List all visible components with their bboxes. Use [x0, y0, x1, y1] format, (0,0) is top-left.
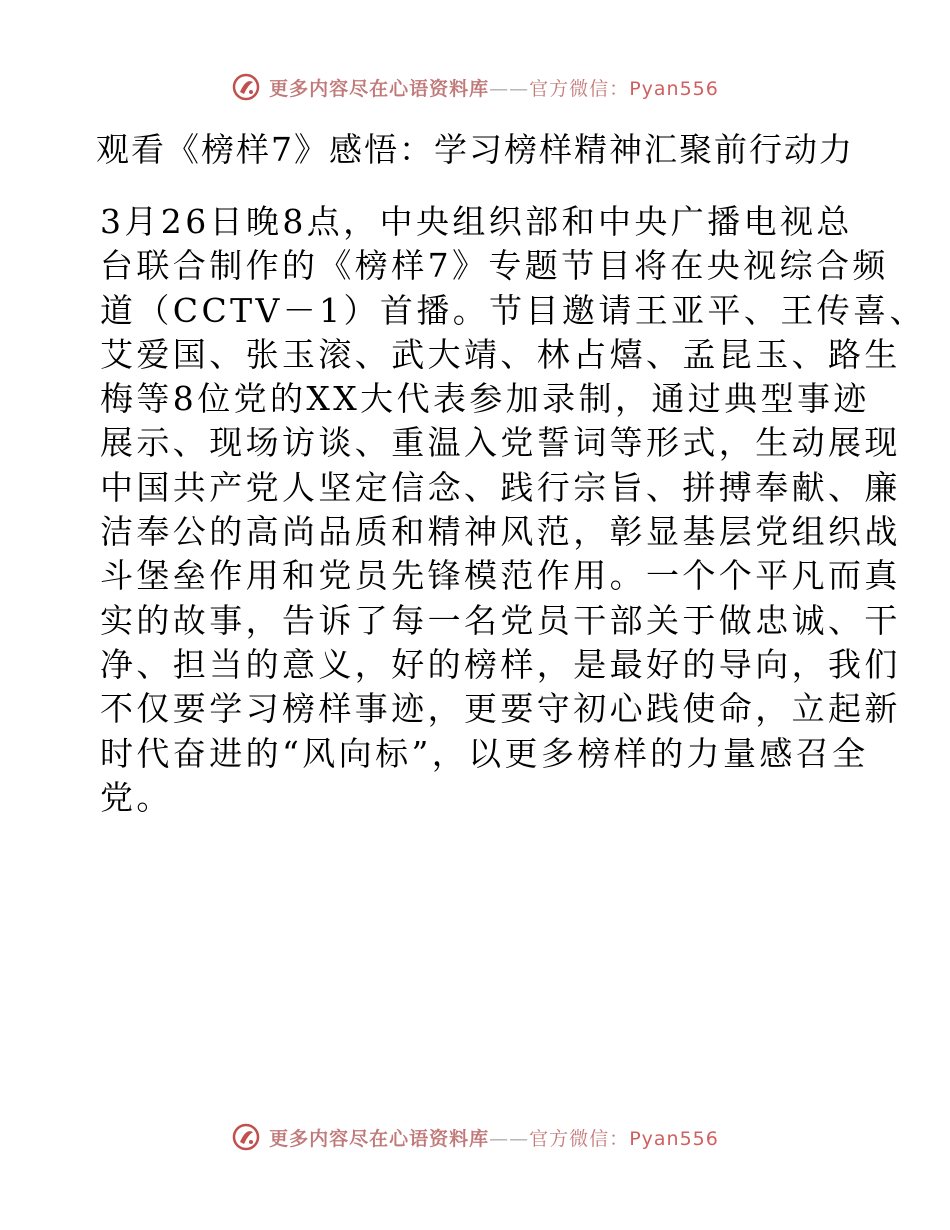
- body-line: 3月26日晚8点，中央组织部和中央广播电视总: [100, 202, 853, 241]
- watermark-contact-id: Pyan556: [629, 77, 719, 100]
- body-line: 台联合制作的《榜样7》专题节目将在央视综合频: [100, 246, 889, 286]
- watermark-text: [269, 1124, 719, 1151]
- body-line: 洁奉公的高尚品质和精神风范，彰显基层党组织战: [100, 512, 901, 552]
- body-line: 净、担当的意义，好的榜样，是最好的导向，我们: [100, 644, 901, 684]
- document-body: [100, 200, 926, 820]
- body-line: 展示、现场访谈、重温入党誓词等形式，生动展现: [100, 423, 901, 463]
- watermark-text: [269, 74, 719, 101]
- watermark-brand: 更多内容尽在心语资料库: [269, 1127, 490, 1150]
- body-line: 实的故事，告诉了每一名党员干部关于做忠诚、干: [100, 600, 901, 640]
- body-line: 斗堡垒作用和党员先锋模范作用。一个个平凡而真: [100, 556, 901, 596]
- body-line: 不仅要学习榜样事迹，更要守初心践使命，立起新: [100, 689, 901, 729]
- body-line: 梅等8位党的XX大代表参加录制，通过典型事迹: [100, 379, 870, 419]
- watermark-separator: ——: [489, 77, 530, 100]
- body-line: 党。: [100, 777, 173, 817]
- watermark-contact-label: 官方微信：: [529, 1127, 630, 1150]
- body-line: 时代奋进的“风向标”，以更多榜样的力量感召全: [100, 733, 869, 773]
- body-line: 艾爱国、张玉滚、武大靖、林占熺、孟昆玉、路生: [100, 334, 901, 374]
- watermark-contact-id: Pyan556: [629, 1127, 719, 1150]
- watermark-separator: ——: [489, 1127, 530, 1150]
- seal-logo-icon: [231, 1122, 261, 1152]
- seal-logo-icon: [231, 72, 261, 102]
- document-title: 观看《榜样7》感悟：学习榜样精神汇聚前行动力: [96, 130, 854, 169]
- watermark-contact-label: 官方微信：: [529, 77, 630, 100]
- watermark-footer: [0, 1122, 950, 1152]
- body-line: 中国共产党人坚定信念、践行宗旨、拼搏奉献、廉: [100, 467, 901, 507]
- body-line: 道（CCTV－1）首播。节目邀请王亚平、王传喜、: [100, 290, 926, 330]
- watermark-brand: 更多内容尽在心语资料库: [269, 77, 490, 100]
- watermark-header: [0, 72, 950, 102]
